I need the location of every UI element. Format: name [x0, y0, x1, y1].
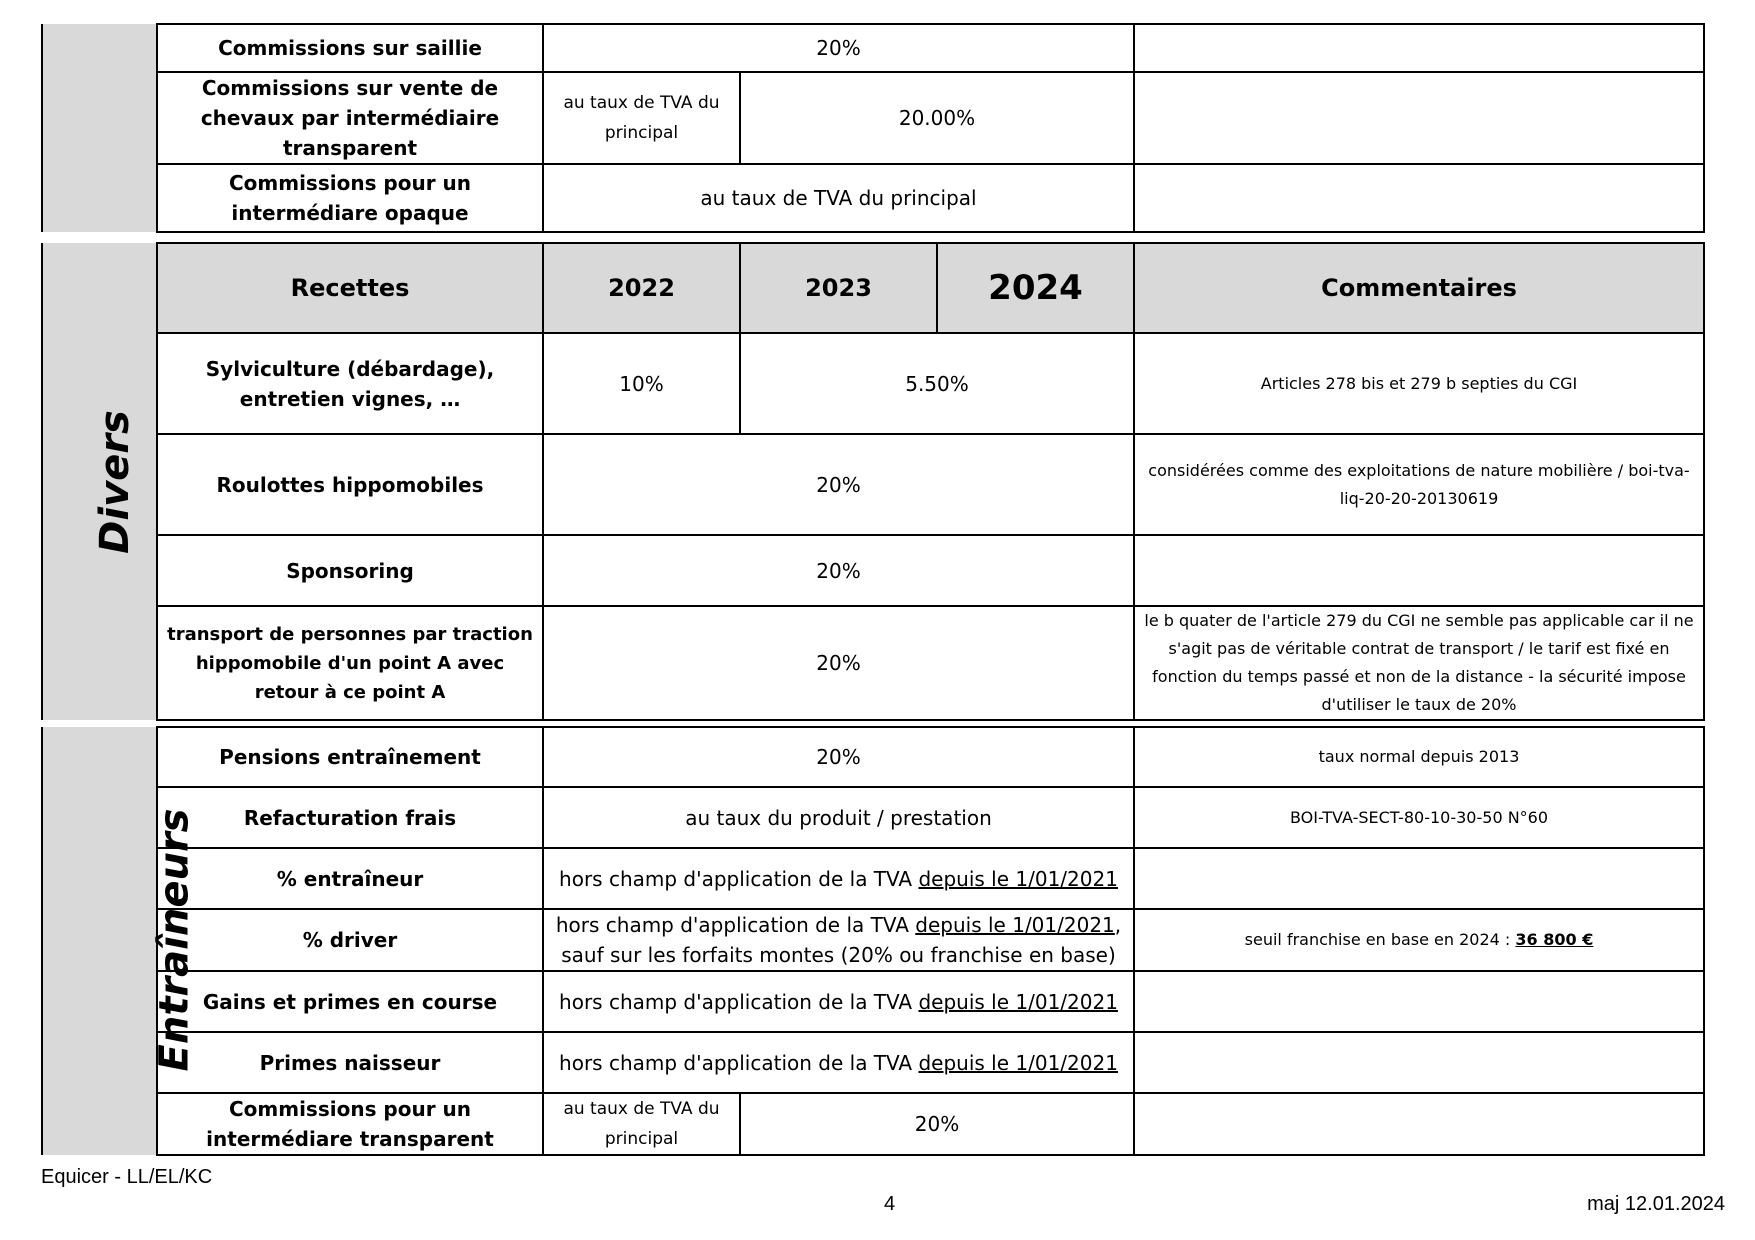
- comment-cell: [1134, 909, 1704, 971]
- rate-suffix: , sauf sur les forfaits montes (20% ou franchise en base): [561, 913, 1122, 967]
- comment-cell: [1134, 164, 1704, 232]
- row-label: Commissions pour un intermédiare opaque: [157, 164, 543, 232]
- rate-text: hors champ d'application de la TVA: [559, 989, 919, 1014]
- comment-cell: considérées comme des exploitations de nature mobilière / boi-tva-liq-20-20-20130619: [1134, 434, 1704, 535]
- rate-2022-cell: au taux de TVA du principal: [543, 72, 740, 164]
- footer-author: Equicer - LL/EL/KC: [41, 1166, 213, 1188]
- rate-date-underlined: depuis le 1/01/2021: [918, 1050, 1118, 1075]
- comment-cell: [1134, 1093, 1704, 1155]
- rate-cell: au taux de TVA du principal: [543, 164, 1134, 232]
- table-row: [42, 971, 1704, 1032]
- row-label: % driver: [157, 909, 543, 971]
- section-label-entraineurs: Entraîneurs: [151, 808, 198, 1072]
- table-header-row: [42, 243, 1704, 333]
- comment-cell: [1134, 971, 1704, 1032]
- comment-text: seuil franchise en base en 2024 :: [1244, 930, 1516, 949]
- comment-cell: BOI-TVA-SECT-80-10-30-50 N°60: [1134, 787, 1704, 848]
- table-row: [42, 1093, 1704, 1155]
- rate-cell: [543, 1032, 1134, 1093]
- rate-cell: 20%: [543, 535, 1134, 606]
- table-row: [42, 606, 1704, 720]
- rate-cell: 20%: [543, 606, 1134, 720]
- header-2023: 2023: [740, 243, 937, 333]
- rate-text: hors champ d'application de la TVA: [559, 1050, 919, 1075]
- table-row: [42, 848, 1704, 909]
- section-side-cell: [42, 243, 157, 720]
- rate-2023-2024-cell: 20%: [740, 1093, 1134, 1155]
- row-label: % entraîneur: [157, 848, 543, 909]
- row-label: Primes naisseur: [157, 1032, 543, 1093]
- comment-cell: [1134, 72, 1704, 164]
- row-label: Refacturation frais: [157, 787, 543, 848]
- table-row: [42, 727, 1704, 787]
- comment-cell: [1134, 535, 1704, 606]
- rate-cell: [543, 848, 1134, 909]
- table-row: [42, 909, 1704, 971]
- rate-cell: 20%: [543, 24, 1134, 72]
- rate-cell: 20%: [543, 727, 1134, 787]
- table-row: [42, 787, 1704, 848]
- table-row: [42, 24, 1704, 72]
- footer-update-date: maj 12.01.2024: [1587, 1193, 1725, 1215]
- rate-2022-cell: 10%: [543, 333, 740, 434]
- row-label: Commissions pour un intermédiare transparent: [157, 1093, 543, 1155]
- row-label: Gains et primes en course: [157, 971, 543, 1032]
- rate-cell: [543, 909, 1134, 971]
- header-2024: 2024: [937, 243, 1134, 333]
- rate-text: hors champ d'application de la TVA: [555, 913, 916, 937]
- table-row: [42, 1032, 1704, 1093]
- rate-date-underlined: depuis le 1/01/2021: [918, 989, 1118, 1014]
- comment-cell: [1134, 24, 1704, 72]
- page-number: 4: [884, 1193, 896, 1215]
- row-label: Pensions entraînement: [157, 727, 543, 787]
- rate-text: hors champ d'application de la TVA: [559, 866, 919, 891]
- section-side-cell: [42, 727, 198, 1155]
- entraineurs-table: [41, 726, 1705, 1156]
- rate-2023-2024-cell: 5.50%: [740, 333, 1134, 434]
- table-row: [42, 434, 1704, 535]
- table-row: [42, 535, 1704, 606]
- header-2022: 2022: [543, 243, 740, 333]
- comment-cell: taux normal depuis 2013: [1134, 727, 1704, 787]
- comment-cell: [1134, 848, 1704, 909]
- rate-date-underlined: depuis le 1/01/2021: [918, 866, 1118, 891]
- rate-date-underlined: depuis le 1/01/2021: [915, 913, 1115, 937]
- row-label: Sponsoring: [157, 535, 543, 606]
- row-label: transport de personnes par traction hippomobile d'un point A avec retour à ce point A: [157, 606, 543, 720]
- comment-cell: [1134, 1032, 1704, 1093]
- header-commentaires: Commentaires: [1134, 243, 1704, 333]
- divers-table: [41, 242, 1705, 721]
- header-recettes: Recettes: [157, 243, 543, 333]
- rate-cell: au taux du produit / prestation: [543, 787, 1134, 848]
- commissions-table: [41, 23, 1705, 233]
- franchise-threshold: 36 800 €: [1515, 930, 1594, 949]
- table-row: [42, 72, 1704, 164]
- row-label: Commissions sur vente de chevaux par intermédiaire transparent: [157, 72, 543, 164]
- table-row: [42, 333, 1704, 434]
- section-side-cell: [42, 24, 157, 232]
- comment-cell: le b quater de l'article 279 du CGI ne semble pas applicable car il ne s'agit pas de véritable contrat de transport / le tarif est fixé en fonction du temps passé et non de la distance - la sécurité impose d'utiliser le taux de 20%: [1134, 606, 1704, 720]
- table-row: [42, 164, 1704, 232]
- rate-2023-2024-cell: 20.00%: [740, 72, 1134, 164]
- row-label: Commissions sur saillie: [157, 24, 543, 72]
- rate-cell: 20%: [543, 434, 1134, 535]
- rate-2022-cell: au taux de TVA du principal: [543, 1093, 740, 1155]
- row-label: Roulottes hippomobiles: [157, 434, 543, 535]
- rate-cell: [543, 971, 1134, 1032]
- comment-cell: Articles 278 bis et 279 b septies du CGI: [1134, 333, 1704, 434]
- row-label: Sylviculture (débardage), entretien vignes, …: [157, 333, 543, 434]
- section-label-divers: Divers: [91, 409, 138, 554]
